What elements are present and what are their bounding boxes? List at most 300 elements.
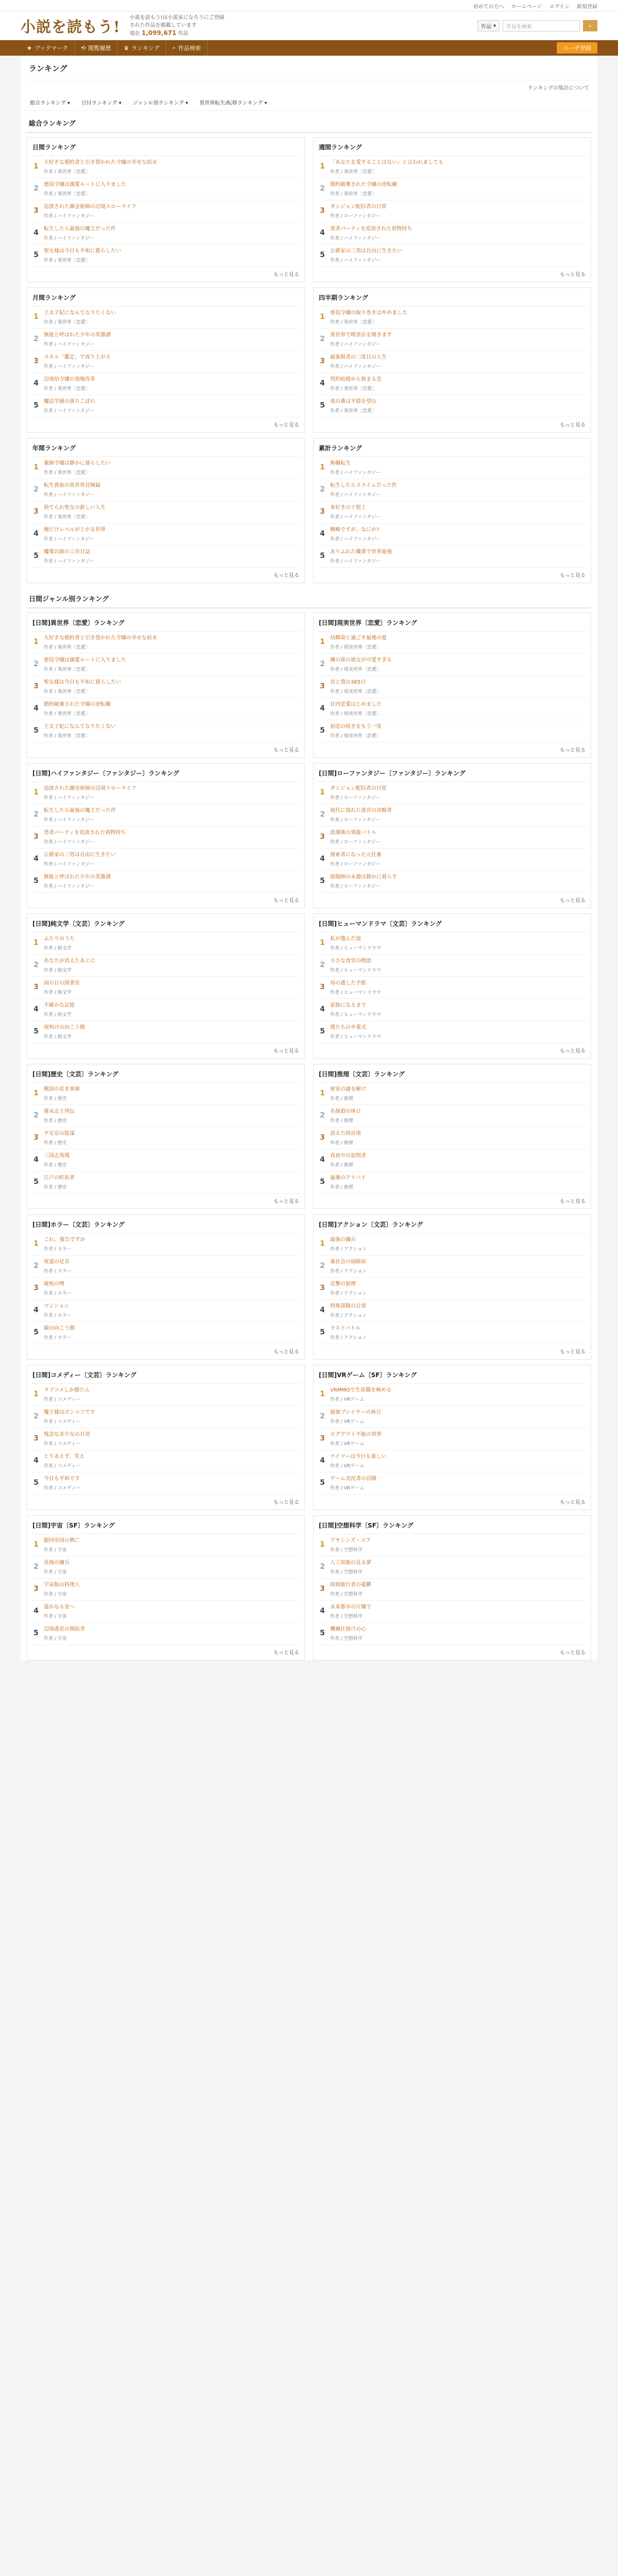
work-title-link[interactable]: ゲーム実況者の冒険 [330, 1476, 376, 1482]
work-title-link[interactable]: スキル「鑑定」で成り上がる [44, 354, 111, 360]
work-title-link[interactable]: 契約結婚から始まる恋 [330, 377, 382, 382]
work-meta: 作者 / ハイファンタジー [44, 537, 94, 542]
ranking-row [318, 1149, 587, 1172]
rank-number: 3 [320, 983, 325, 991]
work-meta: 作者 / 推理 [330, 1163, 353, 1168]
more-link[interactable]: もっと見る [560, 898, 586, 904]
work-meta: 作者 / 宇宙 [44, 1592, 67, 1597]
ranking-row [31, 1105, 300, 1127]
work-title-link[interactable]: 婚約破棄された令嬢の逆転劇 [330, 182, 397, 188]
ranking-box-title: [日間]歴史〔文芸〕ランキング [31, 1067, 300, 1083]
ranking-box [313, 613, 591, 758]
rank-number: 4 [33, 1156, 39, 1164]
work-title-link[interactable]: 大好きな婚約者と引き裂かれた令嬢の幸せな結末 [44, 635, 157, 641]
work-meta: 作者 / ハイファンタジー [44, 818, 94, 823]
more-link[interactable]: もっと見る [273, 272, 299, 278]
work-title-link[interactable]: 公爵家の三男は自由に生きたい [44, 852, 116, 858]
work-title-link[interactable]: 私が選んだ道 [330, 936, 361, 942]
work-title-link[interactable]: 母の遺した手紙 [330, 980, 366, 986]
work-title-link[interactable]: 「あなたを愛することはない」と言われましても [330, 160, 443, 165]
ranking-entry [44, 852, 299, 867]
work-meta: 作者 / コメディー [44, 1464, 81, 1469]
topbar-link[interactable]: ログイン [549, 4, 570, 10]
work-title-link[interactable]: 魔導具師の工房日誌 [44, 549, 90, 555]
work-meta: 作者 / 異世界〔恋愛〕 [44, 258, 90, 263]
work-title-link[interactable]: 宇宙船の料理人 [44, 1582, 80, 1588]
work-meta: 作者 / ハイファンタジー [44, 795, 94, 801]
work-title-link[interactable]: 最強の傭兵 [330, 1237, 356, 1243]
ranking-row [31, 1233, 300, 1256]
ranking-entry [330, 1024, 586, 1040]
more-link[interactable]: もっと見る [560, 422, 586, 428]
filter-link[interactable] [30, 98, 70, 106]
more-link[interactable]: もっと見る [560, 272, 586, 278]
work-title-link[interactable]: 家族になるまで [330, 1003, 366, 1008]
work-title-link[interactable]: 現代に現れた迷宮の攻略者 [330, 808, 392, 814]
ranking-entry [330, 785, 586, 801]
work-title-link[interactable]: 転生したらスライムだった件 [330, 483, 397, 488]
work-title-link[interactable]: 魔法学園の落ちこぼれ [44, 399, 95, 404]
ranking-row [318, 178, 587, 200]
more-link[interactable]: もっと見る [273, 1199, 299, 1205]
work-title-link[interactable]: 今日も平和です [44, 1476, 80, 1482]
search-button[interactable] [583, 20, 597, 31]
ranking-row [318, 1472, 587, 1495]
rank-number: 1 [33, 1390, 39, 1398]
work-title-link[interactable]: 平安京の陰謀 [44, 1131, 75, 1137]
work-title-link[interactable]: 銀河帝国の興亡 [44, 1538, 80, 1544]
ranking-row [31, 826, 300, 849]
ranking-row [318, 720, 587, 742]
topbar-link[interactable]: 初めての方へ [473, 4, 504, 10]
work-title-link[interactable]: 最強プレイヤーの休日 [330, 1410, 382, 1415]
work-title-link[interactable]: 異世界で喫茶店を開きます [330, 332, 392, 338]
ranking-row [318, 307, 587, 329]
work-title-link[interactable]: 公爵家の三男は自由に生きたい [330, 248, 402, 254]
work-title-link[interactable]: 隣の席の彼女が可愛すぎる [330, 657, 392, 663]
ranking-row [31, 977, 300, 999]
work-meta: 作者 / ヒューマンドラマ [330, 946, 381, 951]
work-title-link[interactable]: ダンジョン配信者の日常 [330, 786, 387, 791]
rank-number: 2 [33, 184, 39, 193]
nav-item-bookmark[interactable] [21, 40, 75, 56]
filter-link[interactable] [81, 98, 122, 106]
work-title-link[interactable]: 捨てられ聖女の新しい人生 [44, 505, 106, 511]
topbar-link[interactable]: 新規登録 [577, 4, 597, 10]
rank-number: 3 [33, 833, 39, 841]
ranking-row [31, 223, 300, 245]
nav-item-label: ブックマーク [34, 45, 68, 52]
ranking-entry [44, 829, 299, 845]
work-meta: 作者 / 現実世界〔恋愛〕 [330, 734, 381, 739]
rank-number: 4 [320, 704, 325, 713]
ranking-row [31, 1428, 300, 1450]
work-title-link[interactable]: 無能と呼ばれた少年の英雄譚 [44, 874, 111, 880]
work-title-link[interactable]: 本好きの下剋上 [330, 505, 366, 511]
work-title-link[interactable]: 未来都市の片隅で [330, 1604, 371, 1610]
ranking-entry [330, 807, 586, 823]
ranking-row [31, 654, 300, 676]
ranking-entry [44, 874, 299, 889]
more-link[interactable]: もっと見る [273, 748, 299, 753]
nav-item-history[interactable] [75, 40, 117, 56]
work-meta: 作者 / VRゲーム [330, 1442, 365, 1447]
work-title-link[interactable]: VRMMOで生産職を極める [330, 1387, 391, 1393]
ranking-row [318, 1406, 587, 1428]
ranking-row [31, 457, 300, 479]
rank-number: 5 [33, 1027, 39, 1036]
work-title-link[interactable]: 悪役令嬢の取り巻きはやめました [330, 310, 407, 316]
ranking-entry [330, 1476, 586, 1491]
work-meta: 作者 / 歴史 [44, 1163, 67, 1168]
ranking-entry [330, 527, 586, 542]
ranking-entry [330, 1325, 586, 1341]
work-meta: 作者 / 異世界〔恋愛〕 [44, 192, 90, 197]
work-meta: 作者 / ハイファンタジー [330, 493, 381, 498]
ranking-entry [44, 527, 299, 542]
rank-number: 2 [33, 1262, 39, 1270]
work-title-link[interactable]: 人工知能の見る夢 [330, 1560, 371, 1566]
rank-number: 4 [320, 855, 325, 863]
work-meta: 作者 / VRゲーム [330, 1397, 365, 1402]
ranking-entry [330, 226, 586, 241]
more-link[interactable]: もっと見る [273, 422, 299, 428]
work-title-link[interactable]: 転生貴族の異世界冒険録 [44, 483, 100, 488]
work-title-link[interactable]: 悪役令嬢は溺愛ルートに入りました [44, 657, 126, 663]
ranking-entry [330, 852, 586, 867]
rank-number: 3 [320, 1434, 325, 1443]
work-meta: 作者 / ホラー [44, 1269, 72, 1274]
work-title-link[interactable]: 雨の日の図書室 [44, 980, 80, 986]
work-meta: 作者 / 異世界〔恋愛〕 [44, 386, 90, 392]
ranking-row [31, 351, 300, 373]
work-meta: 作者 / コメディー [44, 1397, 81, 1402]
nav-item-search[interactable] [166, 40, 208, 56]
work-title-link[interactable]: とりあえず、笑え [44, 1454, 85, 1460]
ranking-filters [27, 94, 591, 111]
ranking-entry [330, 958, 586, 973]
site-logo[interactable]: 小説を読もう! [21, 18, 121, 36]
more-link[interactable]: もっと見る [560, 1500, 586, 1505]
work-title-link[interactable]: 幕末志士列伝 [44, 1109, 75, 1114]
work-title-link[interactable]: 江戸の町医者 [44, 1175, 75, 1181]
work-title-link[interactable]: 魔王様はポンコツです [44, 1410, 95, 1415]
work-title-link[interactable]: 時間旅行者の憂鬱 [330, 1582, 371, 1588]
rank-number: 2 [320, 184, 325, 193]
ranking-row [31, 329, 300, 351]
work-title-link[interactable]: 俺だけレベルが上がる世界 [44, 527, 106, 533]
filter-label: ジャンル別ランキング [132, 100, 184, 106]
work-meta: 作者 / ハイファンタジー [330, 537, 381, 542]
rank-number: 4 [33, 229, 39, 237]
more-link[interactable]: もっと見る [560, 1349, 586, 1355]
work-title-link[interactable]: 王太子妃になんてなりたくない [44, 724, 116, 730]
work-title-link[interactable]: 追放された錬金術師の辺境スローライフ [44, 786, 136, 791]
ranking-row [318, 676, 587, 698]
filter-label: 日付ランキング [81, 100, 117, 106]
nav-item-label: 閲覧履歴 [88, 45, 111, 52]
work-meta: 作者 / コメディー [44, 1486, 81, 1491]
ranking-entry [330, 1409, 586, 1425]
work-title-link[interactable]: 勇者パーティを追放された荷物持ち [330, 226, 413, 232]
ranking-row [318, 1083, 587, 1105]
ranking-box [313, 287, 591, 433]
work-meta: 作者 / 異世界〔恋愛〕 [44, 667, 90, 672]
more-link[interactable]: もっと見る [273, 1650, 299, 1656]
rank-number: 5 [33, 1328, 39, 1336]
work-title-link[interactable]: 小さな食堂の物語 [330, 958, 371, 964]
rank-number: 1 [320, 1240, 325, 1248]
rank-number: 4 [33, 379, 39, 387]
ranking-row [318, 977, 587, 999]
ranking-row [318, 1579, 587, 1601]
global-nav [0, 40, 618, 56]
bookmark-icon: ★ [27, 44, 32, 52]
more-link[interactable]: もっと見る [560, 1650, 586, 1656]
work-meta: 作者 / 空想科学 [330, 1614, 363, 1619]
work-title-link[interactable]: 鏡の向こう側 [44, 1326, 75, 1331]
more-link[interactable]: もっと見る [560, 1199, 586, 1205]
rank-number: 5 [33, 1629, 39, 1637]
ranking-entry [44, 504, 299, 520]
rank-number: 3 [320, 1133, 325, 1142]
rank-number: 4 [33, 1456, 39, 1465]
work-meta: 作者 / VRゲーム [330, 1419, 365, 1425]
work-title-link[interactable]: 特殊部隊の日常 [330, 1303, 366, 1309]
work-title-link[interactable]: 聖女様は今日も平和に暮らしたい [44, 248, 121, 254]
rank-number: 5 [320, 877, 325, 885]
work-title-link[interactable]: あなたが消えたあとに [44, 958, 95, 964]
rank-number: 4 [33, 1607, 39, 1615]
work-title-link[interactable]: 辺境惑星の開拓者 [44, 1626, 85, 1632]
nav-item-ranking[interactable] [117, 40, 166, 56]
ranking-row [318, 933, 587, 955]
work-meta: 作者 / ハイファンタジー [44, 559, 94, 564]
ranking-entry [330, 1130, 586, 1146]
rank-number: 5 [320, 726, 325, 735]
ranking-entry [44, 1175, 299, 1190]
ranking-entry [44, 1303, 299, 1318]
work-title-link[interactable]: 密室の謎を解け [330, 1087, 366, 1092]
work-title-link[interactable]: 君と僕の365日 [330, 680, 366, 685]
work-title-link[interactable]: 最強賢者の二度目の人生 [330, 354, 387, 360]
work-title-link[interactable]: 転生したら最強の魔王だった件 [44, 808, 116, 814]
ranking-entry [330, 1626, 586, 1641]
work-title-link[interactable]: 機械仕掛けの心 [330, 1626, 366, 1632]
ranking-box-title: [日間]推理〔文芸〕ランキング [318, 1067, 587, 1083]
more-link[interactable]: もっと見る [560, 748, 586, 753]
ranking-entry [44, 1281, 299, 1296]
work-title-link[interactable]: 放課後の異能バトル [330, 830, 376, 836]
work-meta: 作者 / 推理 [330, 1141, 353, 1146]
work-title-link[interactable]: ログアウト不能の世界 [330, 1432, 382, 1437]
work-title-link[interactable]: 薬師令嬢は静かに暮らしたい [44, 461, 111, 466]
ranking-row [318, 223, 587, 245]
ranking-entry [330, 1453, 586, 1469]
work-title-link[interactable]: これ、報告ですか [44, 1237, 85, 1243]
work-title-link[interactable]: ふたりのうた [44, 936, 75, 942]
work-title-link[interactable]: ラブコメしか勝たん [44, 1387, 90, 1393]
more-link[interactable]: もっと見る [273, 1500, 299, 1505]
ranking-entry [330, 1387, 586, 1402]
work-title-link[interactable]: アサシンズ・コア [330, 1538, 371, 1544]
ranking-row [31, 999, 300, 1021]
work-title-link[interactable]: 無能と呼ばれた少年の英雄譚 [44, 332, 111, 338]
work-title-link[interactable]: 竜の番は平穏を望む [330, 399, 376, 404]
ranking-box [27, 1365, 305, 1510]
ranking-entry [330, 1002, 586, 1018]
work-title-link[interactable]: 夜道の足音 [44, 1259, 70, 1265]
ranking-about-link[interactable]: ランキングの集計について [527, 86, 589, 91]
work-title-link[interactable]: マンション [44, 1303, 70, 1309]
work-meta: 作者 / ローファンタジー [330, 818, 381, 823]
rank-number: 3 [33, 1133, 39, 1142]
work-title-link[interactable]: 王太子妃になんてなりたくない [44, 310, 116, 316]
work-title-link[interactable]: 勇者パーティを追放された荷物持ち [44, 830, 126, 836]
rank-number: 4 [320, 1156, 325, 1164]
work-meta: 作者 / ハイファンタジー [330, 470, 381, 476]
ranking-entry [330, 936, 586, 951]
ranking-entry [330, 1175, 586, 1190]
work-title-link[interactable]: ありふれた職業で世界最強 [330, 549, 392, 555]
work-title-link[interactable]: 社内恋愛はじめました [330, 702, 382, 707]
work-title-link[interactable]: ダンジョン配信者の日常 [330, 204, 387, 210]
ranking-entry [330, 1086, 586, 1101]
ranking-row [31, 1534, 300, 1556]
rank-number: 3 [33, 507, 39, 516]
ranking-entry [330, 398, 586, 414]
ranking-row [31, 1601, 300, 1623]
work-meta: 作者 / ハイファンタジー [330, 515, 381, 520]
ranking-entry [44, 1431, 299, 1447]
work-meta: 作者 / ハイファンタジー [44, 862, 94, 867]
topbar-link[interactable]: ホームページ [511, 4, 542, 10]
work-title-link[interactable]: 最後のアリバイ [330, 1175, 366, 1181]
ranking-box [27, 913, 305, 1059]
ranking-row [318, 329, 587, 351]
work-title-link[interactable]: 遥かなる星へ [44, 1604, 75, 1610]
ranking-row [31, 1322, 300, 1344]
ranking-box-title: [日間]VRゲーム〔SF〕ランキング [318, 1368, 587, 1384]
work-title-link[interactable]: 名探偵の休日 [330, 1109, 361, 1114]
work-title-link[interactable]: 転生したら最強の魔王だった件 [44, 226, 116, 232]
ranking-entry [330, 1431, 586, 1447]
filter-link[interactable] [133, 98, 188, 106]
rank-number: 1 [320, 1540, 325, 1549]
work-meta: 作者 / 純文学 [44, 968, 72, 973]
work-title-link[interactable]: 無職転生 [330, 461, 351, 466]
rank-number: 4 [33, 704, 39, 713]
ranking-row [318, 1428, 587, 1450]
ranking-box [27, 613, 305, 758]
ranking-row [318, 1172, 587, 1194]
ranking-entry [330, 1153, 586, 1168]
work-title-link[interactable]: 聖女様は今日も平和に暮らしたい [44, 680, 121, 685]
work-title-link[interactable]: 婚約破棄された令嬢の逆転劇 [44, 702, 111, 707]
ranking-box [27, 1064, 305, 1209]
work-meta: 作者 / ハイファンタジー [44, 364, 94, 369]
ranking-box-title: [日間]純文学〔文芸〕ランキング [31, 917, 300, 933]
ranking-box-title: [日間]宇宙〔SF〕ランキング [31, 1519, 300, 1534]
ranking-entry [44, 460, 299, 476]
ranking-row [318, 200, 587, 223]
work-meta: 作者 / 異世界〔恋愛〕 [44, 734, 90, 739]
ranking-row [318, 395, 587, 417]
ranking-entry [330, 723, 586, 739]
work-title-link[interactable]: 三国志異聞 [44, 1153, 70, 1159]
more-link[interactable]: もっと見る [273, 573, 299, 579]
work-title-link[interactable]: 反撃の狼煙 [330, 1281, 356, 1287]
more-link[interactable]: もっと見る [273, 898, 299, 904]
work-meta: 作者 / 宇宙 [44, 1548, 67, 1553]
more-link[interactable]: もっと見る [273, 1048, 299, 1054]
work-meta: 作者 / 異世界〔恋愛〕 [44, 645, 90, 650]
ranking-row [31, 1579, 300, 1601]
ranking-entry [44, 376, 299, 392]
ranking-row [318, 1300, 587, 1322]
work-title-link[interactable]: 消えた時計塔 [330, 1131, 361, 1137]
work-title-link[interactable]: 辺境伯令嬢の領地改革 [44, 377, 95, 382]
ranking-entry [330, 1560, 586, 1575]
work-title-link[interactable]: 幼馴染と過ごす最後の夏 [330, 635, 387, 641]
more-link[interactable]: もっと見る [560, 1048, 586, 1054]
work-title-link[interactable]: 夜明けの向こう側 [44, 1025, 85, 1030]
work-title-link[interactable]: 真夜中の訪問者 [330, 1153, 366, 1159]
rank-number: 3 [33, 1434, 39, 1443]
work-title-link[interactable]: 蜘蛛ですが、なにか? [330, 527, 380, 533]
ranking-entry [330, 980, 586, 995]
rank-number: 5 [320, 1178, 325, 1186]
work-title-link[interactable]: 戦国の若き軍師 [44, 1087, 80, 1092]
work-title-link[interactable]: 廃校の噂 [44, 1281, 64, 1287]
more-link[interactable]: もっと見る [560, 573, 586, 579]
work-title-link[interactable]: 星海の傭兵 [44, 1560, 70, 1566]
ranking-box-title: 年間ランキング [31, 442, 300, 457]
search-input[interactable]: 作品を検索 [503, 20, 580, 31]
ranking-entry [44, 310, 299, 325]
search-scope-select[interactable]: 作品 ▾ [477, 20, 500, 31]
user-register-button[interactable]: ユーザ登録 [557, 42, 597, 54]
rank-number: 2 [320, 1412, 325, 1420]
more-link[interactable]: もっと見る [273, 1349, 299, 1355]
rank-number: 3 [320, 207, 325, 215]
work-meta: 作者 / コメディー [44, 1419, 81, 1425]
work-title-link[interactable]: 残念な美少女の日常 [44, 1432, 90, 1437]
ranking-row [31, 1256, 300, 1278]
work-title-link[interactable]: ラストバトル [330, 1326, 361, 1331]
work-meta: 作者 / ローファンタジー [330, 884, 381, 889]
work-title-link[interactable]: 悪役令嬢は溺愛ルートに入りました [44, 182, 126, 188]
work-title-link[interactable]: 陰陽師の末裔は静かに暮らす [330, 874, 397, 880]
page-title: ランキング [27, 61, 591, 80]
ranking-entry [44, 1024, 299, 1040]
ranking-box-title: [日間]現実世界〔恋愛〕ランキング [318, 616, 587, 632]
work-title-link[interactable]: 探索者になった元社畜 [330, 852, 382, 858]
work-title-link[interactable]: 大好きな婚約者と引き裂かれた令嬢の幸せな結末 [44, 160, 157, 165]
work-title-link[interactable]: 不確かな記憶 [44, 1003, 75, 1008]
work-title-link[interactable]: 僕たちの卒業式 [330, 1025, 366, 1030]
filter-link[interactable] [199, 98, 267, 106]
work-title-link[interactable]: 裏社会の掃除屋 [330, 1259, 366, 1265]
work-title-link[interactable]: 追放された錬金術師の辺境スローライフ [44, 204, 136, 210]
rank-number: 4 [320, 1607, 325, 1615]
work-title-link[interactable]: 初恋の続きをもう一度 [330, 724, 382, 730]
work-title-link[interactable]: テイマーは今日も楽しい [330, 1454, 387, 1460]
ranking-row [31, 373, 300, 395]
topbar [0, 0, 618, 11]
ranking-row [318, 1450, 587, 1472]
filter-label: 異世界転生/転移ランキング [199, 100, 263, 106]
